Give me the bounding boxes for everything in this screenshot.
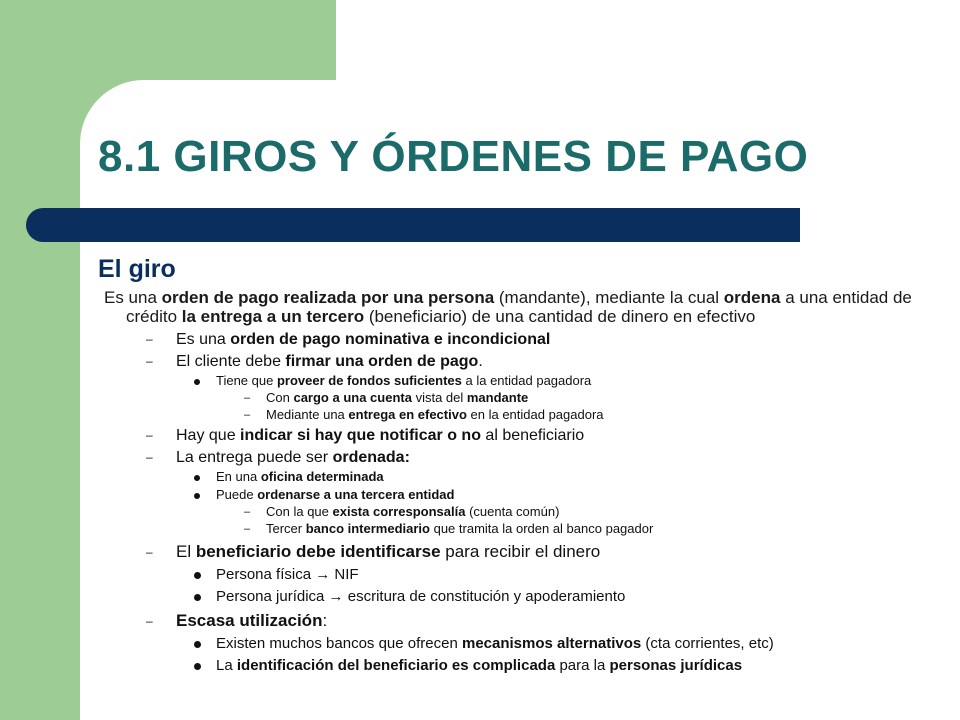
text-run: Es una	[104, 288, 162, 307]
text-run: Con	[266, 390, 294, 405]
bold-text: indicar si hay que notificar o no	[240, 427, 481, 444]
bullet-dot-icon	[194, 663, 201, 670]
bullet-dot-icon	[194, 594, 201, 601]
bullet-level-1	[98, 330, 938, 349]
bold-text: proveer de fondos suficientes	[276, 373, 462, 388]
bold-text: beneficiario debe identificarse	[195, 542, 441, 561]
text-run: El cliente debe	[176, 353, 286, 370]
dash-marker: –	[244, 392, 251, 404]
text-run: a la entidad pagadora	[461, 373, 592, 388]
text-run: Puede	[216, 487, 258, 502]
text-run: En una	[216, 469, 261, 484]
bold-text: ordenada:	[332, 449, 410, 466]
text-run: para recibir el dinero	[440, 542, 601, 561]
bullet-level-2	[98, 469, 938, 485]
bullet-level-2	[98, 656, 938, 675]
bold-text: ordenarse a una tercera entidad	[257, 487, 455, 502]
dash-marker: –	[146, 354, 153, 368]
bullet-list	[98, 330, 938, 675]
bullet-level-3	[98, 521, 938, 537]
text-run: para la	[555, 657, 610, 674]
dash-marker: –	[146, 545, 153, 559]
intro-paragraph	[104, 288, 938, 326]
text-run: que tramita la orden al banco pagador	[429, 521, 654, 536]
bullet-dot-icon	[194, 641, 201, 648]
bold-text: mecanismos alternativos	[461, 635, 642, 652]
bullet-level-3	[98, 407, 938, 423]
bullet-level-1	[98, 448, 938, 467]
bold-text: cargo a una cuenta	[293, 390, 412, 405]
text-run: La	[216, 657, 237, 674]
bullet-level-2	[98, 373, 938, 389]
bullet-level-2	[98, 634, 938, 653]
text-run: (beneficiario) de una cantidad de dinero en efectivo	[364, 307, 756, 326]
bullet-level-1	[98, 542, 938, 562]
text-run: :	[322, 611, 328, 630]
bullet-level-2	[98, 487, 938, 503]
bullet-dot-icon	[194, 379, 200, 385]
dash-marker: –	[146, 614, 153, 628]
text-run: .	[478, 353, 483, 370]
bullet-level-3	[98, 390, 938, 406]
dash-marker: –	[244, 506, 251, 518]
dash-marker: –	[146, 332, 153, 346]
title-rule	[26, 208, 800, 242]
text-run: Tercer	[266, 521, 306, 536]
text-run: El	[176, 542, 196, 561]
bullet-dot-icon	[194, 572, 201, 579]
text-run: Es una	[176, 331, 231, 348]
bullet-dot-icon	[194, 475, 200, 481]
slide-title: 8.1 GIROS Y ÓRDENES DE PAGO	[98, 132, 809, 181]
text-run: Mediante una	[266, 407, 349, 422]
bullet-level-1	[98, 611, 938, 631]
section-heading: El giro	[98, 255, 176, 283]
bold-text: identificación del beneficiario es complicada	[236, 657, 556, 674]
bold-text: mandante	[466, 390, 529, 405]
text-run: Existen muchos bancos que ofrecen	[216, 635, 462, 652]
bold-text: exista corresponsalía	[332, 504, 466, 519]
bullet-level-2	[98, 587, 938, 606]
bold-text: orden de pago realizada por una persona	[161, 288, 495, 307]
bullet-level-3	[98, 504, 938, 520]
bullet-dot-icon	[194, 493, 200, 499]
bold-text: oficina determinada	[260, 469, 384, 484]
bold-text: orden de pago nominativa e incondicional	[230, 331, 551, 348]
bold-text: banco intermediario	[305, 521, 430, 536]
bullet-level-1	[98, 352, 938, 371]
bullet-level-1	[98, 426, 938, 445]
text-run: al beneficiario	[480, 427, 585, 444]
dash-marker: –	[146, 428, 153, 442]
bullet-level-2	[98, 565, 938, 584]
text-run: Persona física → NIF	[216, 566, 359, 583]
text-run: en la entidad pagadora	[466, 407, 604, 422]
text-run: a una entidad de crédito	[126, 288, 912, 326]
bold-text: entrega en efectivo	[348, 407, 467, 422]
bold-text: la entrega a un tercero	[181, 307, 365, 326]
bold-text: Escasa utilización	[176, 611, 323, 630]
slide-body	[98, 252, 938, 675]
text-run: (mandante), mediante la cual	[494, 288, 724, 307]
text-run: (cuenta común)	[465, 504, 560, 519]
dash-marker: –	[146, 450, 153, 464]
text-run: Persona jurídica → escritura de constitución y apoderamiento	[216, 588, 626, 605]
dash-marker: –	[244, 409, 251, 421]
text-run: Con la que	[266, 504, 333, 519]
bold-text: personas jurídicas	[609, 657, 743, 674]
text-run: (cta corrientes, etc)	[641, 635, 774, 652]
text-run: Tiene que	[216, 373, 277, 388]
dash-marker: –	[244, 523, 251, 535]
text-run: Hay que	[176, 427, 241, 444]
bold-text: firmar una orden de pago	[285, 353, 479, 370]
text-run: La entrega puede ser	[176, 449, 333, 466]
text-run: vista del	[411, 390, 467, 405]
bold-text: ordena	[723, 288, 781, 307]
